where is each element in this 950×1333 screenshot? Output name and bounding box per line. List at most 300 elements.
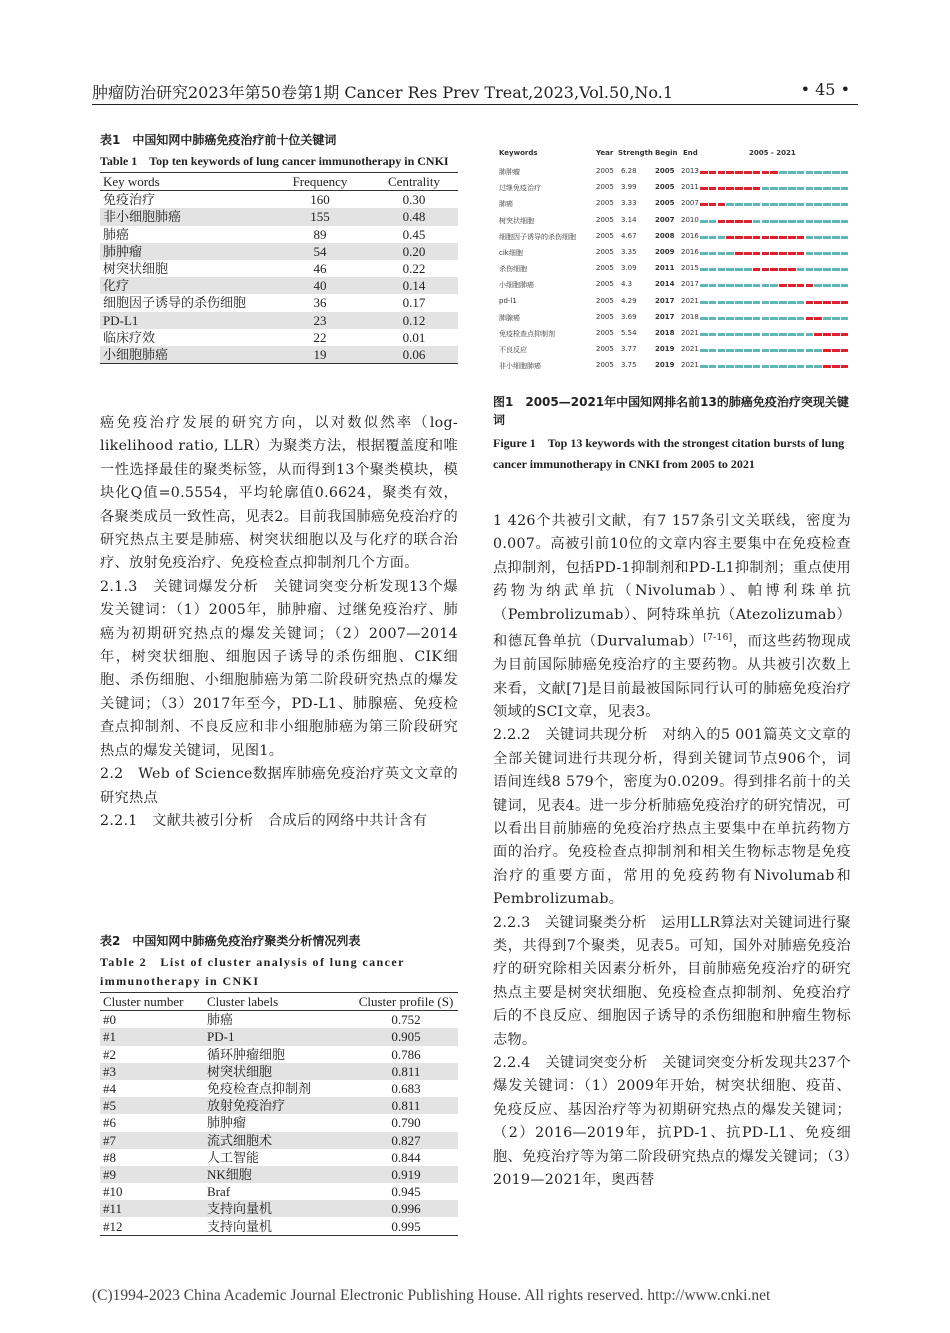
burst-segment — [832, 333, 840, 336]
timeline-segment — [735, 333, 743, 336]
timeline-segment — [762, 301, 770, 304]
table-row — [100, 329, 458, 346]
timeline-segment — [788, 203, 796, 206]
burst-segment — [841, 333, 849, 336]
timeline-segment — [779, 220, 787, 223]
timeline-segment — [806, 236, 814, 239]
timeline-segment — [832, 268, 840, 271]
table-header-row — [100, 993, 458, 1011]
burst-segment — [832, 365, 840, 368]
timeline-segment — [762, 220, 770, 223]
burst-begin: 2018 — [655, 329, 675, 337]
table-cell: 免疫检查点抑制剂 — [207, 1081, 312, 1097]
timeline-segment — [700, 365, 708, 368]
table-cell: 0.20 — [370, 243, 458, 260]
table-header-cell: Key words — [100, 173, 270, 191]
burst-year: 2005 — [596, 215, 614, 224]
timeline-segment — [797, 301, 805, 304]
burst-segment — [744, 252, 752, 255]
table-row — [100, 1080, 458, 1097]
timeline-segment — [726, 317, 734, 320]
burst-strength: 3.14 — [621, 215, 637, 224]
burst-segment — [788, 252, 796, 255]
table-row — [100, 226, 458, 243]
burst-segment — [770, 171, 778, 174]
table-cell: PD-1 — [204, 1028, 354, 1045]
burst-segment — [700, 203, 708, 206]
timeline-segment — [744, 317, 752, 320]
burst-end: 2021 — [681, 345, 699, 354]
burst-keyword: 不良反应 — [499, 346, 527, 355]
timeline-segment — [735, 301, 743, 304]
burst-segment — [788, 268, 796, 271]
timeline-segment — [709, 365, 717, 368]
timeline-segment — [797, 220, 805, 223]
timeline-segment — [770, 203, 778, 206]
table-cell: #8 — [103, 1149, 116, 1165]
timeline-segment — [779, 171, 787, 174]
burst-segment — [753, 268, 761, 271]
burst-year: 2005 — [596, 312, 614, 321]
figure1-column-header: 2005 - 2021 — [749, 149, 796, 157]
burst-keyword: 杀伤细胞 — [499, 265, 527, 274]
table-row — [100, 1149, 458, 1166]
burst-segment — [744, 187, 752, 190]
timeline-segment — [797, 317, 805, 320]
figure1-caption-cn: 图1 2005—2021年中国知网排名前13的肺癌免疫治疗突现关键词 — [493, 395, 849, 427]
burst-begin: 2005 — [655, 183, 675, 192]
timeline-segment — [735, 365, 743, 368]
timeline-segment — [788, 220, 796, 223]
timeline-segment — [744, 203, 752, 206]
table-cell: 160 — [310, 192, 330, 208]
timeline-segment — [841, 317, 849, 320]
burst-segment — [797, 284, 805, 287]
table-cell: 0.790 — [391, 1115, 421, 1131]
burst-segment — [718, 171, 726, 174]
timeline-segment — [841, 252, 849, 255]
burst-end: 2017 — [681, 280, 699, 289]
timeline-segment — [700, 333, 708, 336]
burst-segment — [709, 203, 717, 206]
timeline-segment — [841, 187, 849, 190]
table-cell: 0.01 — [402, 329, 426, 345]
timeline-segment — [806, 333, 814, 336]
table-cell: 放射免疫治疗 — [204, 1097, 354, 1114]
timeline-segment — [814, 284, 822, 287]
table-cell: 0.30 — [402, 192, 426, 208]
table-cell: 非小细胞肺癌 — [100, 208, 270, 225]
burst-year: 2005 — [596, 231, 614, 240]
table-cell: 树突状细胞 — [204, 1063, 354, 1080]
figure1-row — [493, 244, 851, 260]
timeline-segment — [841, 284, 849, 287]
timeline-segment — [779, 333, 787, 336]
timeline-segment — [779, 365, 787, 368]
timeline-segment — [806, 203, 814, 206]
figure1-column-header: Begin — [655, 149, 678, 157]
timeline-segment — [814, 349, 822, 352]
table-cell: Braf — [207, 1184, 231, 1200]
timeline-segment — [718, 333, 726, 336]
burst-end: 2021 — [681, 361, 699, 370]
burst-strength: 3.09 — [621, 264, 637, 273]
timeline-segment — [700, 317, 708, 320]
figure1-row — [493, 293, 851, 309]
timeline-segment — [718, 252, 726, 255]
table-cell: #3 — [100, 1063, 204, 1080]
figure1-caption-en: Figure 1 Top 13 keywords with the strongest citation bursts of lung cancer immunotherapy in CNKI from 2005 to 2021 — [493, 436, 845, 471]
table-row — [100, 208, 458, 225]
timeline-segment — [797, 268, 805, 271]
burst-keyword: 树突状细胞 — [499, 216, 534, 225]
table-cell: #11 — [100, 1200, 204, 1217]
timeline-segment — [797, 349, 805, 352]
burst-year: 2005 — [596, 248, 614, 256]
table-cell: #4 — [103, 1081, 116, 1097]
section-2-2-2: 2.2.2 关键词共现分析 对纳入的5 001篇英文文章的全部关键词进行共现分析，得到关键词节点906个，词语间连线8 579个，密度为0.0209。得到排名前十的关键词，见表4。进一步分析肺癌免疫治疗的研究情况，可以看出目前肺癌的免疫治疗热点主要集中在单抗药物方面的治疗。免疫检查点抑制剂和相关生物标志物是免疫治疗的重要方面，常用的免疫药物有Nivolumab和Pembrolizumab。 — [493, 727, 851, 908]
table-cell: 155 — [270, 208, 370, 225]
timeline-segment — [770, 220, 778, 223]
timeline-segment — [841, 236, 849, 239]
timeline-segment — [832, 236, 840, 239]
figure1-column-header: Strength — [618, 149, 653, 157]
timeline-segment — [718, 236, 726, 239]
table-cell: #7 — [100, 1132, 204, 1149]
burst-segment — [735, 171, 743, 174]
table-cell: #0 — [103, 1012, 116, 1028]
right-column-text — [493, 510, 851, 1193]
figure1-row — [493, 179, 851, 195]
timeline-segment — [718, 268, 726, 271]
table-row — [100, 1200, 458, 1217]
table-cell: #1 — [100, 1028, 204, 1045]
timeline-segment — [788, 349, 796, 352]
timeline-segment — [823, 203, 831, 206]
timeline-segment — [806, 171, 814, 174]
table-cell: #2 — [103, 1046, 116, 1062]
timeline-segment — [753, 349, 761, 352]
timeline-segment — [814, 203, 822, 206]
table-row — [100, 1011, 458, 1029]
burst-segment — [823, 301, 831, 304]
timeline-segment — [797, 333, 805, 336]
timeline-segment — [700, 236, 708, 239]
burst-segment — [726, 171, 734, 174]
table-cell: 40 — [270, 277, 370, 294]
timeline-segment — [832, 187, 840, 190]
timeline-segment — [806, 220, 814, 223]
timeline-segment — [779, 349, 787, 352]
table2-block — [100, 932, 458, 1236]
table-cell: 0.12 — [370, 312, 458, 329]
figure1-row — [493, 309, 851, 325]
table-cell: 肺癌 — [207, 1012, 234, 1028]
burst-segment — [744, 171, 752, 174]
timeline-segment — [700, 349, 708, 352]
timeline-segment — [753, 365, 761, 368]
table-cell: 0.811 — [354, 1063, 458, 1080]
timeline-segment — [814, 220, 822, 223]
burst-segment — [753, 236, 761, 239]
burst-segment — [762, 268, 770, 271]
burst-end: 2018 — [681, 312, 699, 321]
timeline-segment — [823, 284, 831, 287]
table-cell: 0.844 — [391, 1149, 421, 1165]
burst-strength: 3.75 — [621, 361, 637, 370]
burst-keyword: 非小细胞肺癌 — [499, 362, 541, 371]
table-header-cell: Cluster labels — [204, 993, 354, 1011]
timeline-segment — [762, 284, 770, 287]
burst-segment — [726, 220, 734, 223]
burst-segment — [814, 301, 822, 304]
figure1-row — [493, 276, 851, 292]
timeline-segment — [709, 268, 717, 271]
table-cell: 0.45 — [402, 226, 426, 242]
timeline-segment — [770, 301, 778, 304]
figure1-column-header: Keywords — [499, 149, 538, 157]
timeline-segment — [823, 317, 831, 320]
section-2-2-4: 2.2.4 关键词突变分析 关键词突变分析发现共237个爆发关键词：（1）2009年开始，树突状细胞、疫苗、免疫反应、基因治疗等为初期研究热点的爆发关键词；（2）2016—2019年，抗PD-1、抗PD-L1、免疫细胞、免疫治疗等为第二阶段研究热点的爆发关键词；（3）2019—2021年，奥西替 — [493, 1055, 851, 1189]
timeline-segment — [841, 203, 849, 206]
table-cell: 循环肿瘤细胞 — [207, 1046, 286, 1062]
burst-begin: 2019 — [655, 345, 675, 354]
burst-begin: 2008 — [655, 231, 675, 240]
section-2-2-1: 2.2.1 文献共被引分析 合成后的网络中共计含有 — [100, 812, 428, 829]
timeline-segment — [735, 268, 743, 271]
figure1-row — [493, 325, 851, 341]
burst-strength: 3.99 — [621, 183, 637, 192]
table-header-cell: Frequency — [270, 173, 370, 191]
table-cell: 流式细胞术 — [204, 1132, 354, 1149]
timeline-segment — [770, 349, 778, 352]
burst-segment — [814, 317, 822, 320]
burst-segment — [735, 220, 743, 223]
reference-citation: [7-16] — [703, 633, 733, 644]
table2-caption-en: Table 2 List of cluster analysis of lung cancer immunotherapy in CNKI — [100, 955, 405, 988]
figure1-burst-chart — [493, 143, 851, 380]
timeline-segment — [823, 236, 831, 239]
timeline-segment — [709, 252, 717, 255]
table-cell: #10 — [103, 1184, 123, 1200]
timeline-segment — [797, 187, 805, 190]
timeline-segment — [814, 187, 822, 190]
figure1-caption — [493, 393, 851, 475]
burst-begin: 2017 — [655, 296, 675, 305]
burst-segment — [814, 333, 822, 336]
table-cell: 0.683 — [391, 1081, 421, 1097]
table-cell: 0.919 — [354, 1166, 458, 1183]
timeline-segment — [744, 333, 752, 336]
burst-end: 2016 — [681, 231, 699, 240]
burst-keyword: 过继免疫治疗 — [499, 184, 541, 193]
table-cell: #12 — [100, 1217, 204, 1235]
table-cell: 肺癌 — [103, 226, 130, 242]
timeline-segment — [735, 349, 743, 352]
burst-strength: 4.29 — [621, 296, 637, 305]
timeline-segment — [832, 203, 840, 206]
burst-segment — [779, 236, 787, 239]
timeline-segment — [762, 203, 770, 206]
timeline-segment — [718, 317, 726, 320]
burst-segment — [709, 171, 717, 174]
timeline-segment — [770, 333, 778, 336]
timeline-segment — [788, 365, 796, 368]
timeline-segment — [823, 187, 831, 190]
table-row — [100, 312, 458, 329]
burst-segment — [762, 252, 770, 255]
burst-begin: 2011 — [655, 264, 675, 273]
timeline-segment — [779, 317, 787, 320]
table-cell: PD-L1 — [100, 312, 270, 329]
burst-segment — [841, 349, 849, 352]
table-row — [100, 1063, 458, 1080]
table-cell: 0.945 — [391, 1184, 421, 1200]
burst-year: 2005 — [596, 280, 614, 289]
timeline-segment — [709, 220, 717, 223]
timeline-segment — [814, 252, 822, 255]
timeline-segment — [788, 171, 796, 174]
burst-begin: 2017 — [655, 312, 675, 321]
timeline-segment — [744, 349, 752, 352]
burst-segment — [779, 268, 787, 271]
burst-keyword: 肺腺癌 — [499, 313, 520, 322]
burst-keyword: 肺癌 — [499, 200, 513, 209]
burst-keyword: 小细胞肺癌 — [499, 281, 534, 290]
table1-caption-cn: 表1 中国知网中肺癌免疫治疗前十位关键词 — [100, 133, 337, 147]
table-row — [100, 1183, 458, 1200]
burst-segment — [797, 236, 805, 239]
figure1-row — [493, 341, 851, 357]
table-cell: 0.827 — [354, 1132, 458, 1149]
timeline-segment — [726, 301, 734, 304]
burst-segment — [841, 301, 849, 304]
burst-segment — [770, 268, 778, 271]
burst-segment — [744, 236, 752, 239]
table-row — [100, 1046, 458, 1063]
timeline-segment — [788, 317, 796, 320]
table-row — [100, 294, 458, 311]
table-row — [100, 1217, 458, 1235]
burst-strength: 3.69 — [621, 312, 637, 321]
burst-year: 2005 — [596, 329, 614, 337]
burst-keyword: pd-l1 — [499, 296, 517, 305]
burst-year: 2005 — [596, 345, 614, 354]
section-2-1-3: 2.1.3 关键词爆发分析 关键词突变分析发现13个爆发关键词：（1）2005年，肺肿瘤、过继免疫治疗、肺癌为初期研究热点的爆发关键词；（2）2007—2014年，树突状细胞、细胞因子诱导的杀伤细胞、CIK细胞、杀伤细胞、小细胞肺癌为第二阶段研究热点的爆发关键词；（3）2017年至今，PD-L1、肺腺癌、免疫检查点抑制剂、不良反应和非小细胞肺癌为第三阶段研究热点的爆发关键词，见图1。 — [100, 578, 458, 759]
timeline-segment — [744, 284, 752, 287]
burst-strength: 4.67 — [621, 231, 637, 240]
table-row — [100, 1028, 458, 1045]
timeline-segment — [709, 301, 717, 304]
table-row — [100, 1132, 458, 1149]
burst-strength: 3.35 — [621, 248, 637, 256]
burst-keyword: cik细胞 — [499, 249, 523, 257]
timeline-segment — [735, 284, 743, 287]
table-cell: 支持向量机 — [204, 1217, 354, 1235]
table-cell: 0.752 — [391, 1012, 421, 1028]
timeline-segment — [700, 301, 708, 304]
timeline-segment — [718, 301, 726, 304]
timeline-segment — [814, 171, 822, 174]
table-row — [100, 1097, 458, 1114]
burst-end: 2021 — [681, 329, 699, 337]
burst-end: 2010 — [681, 215, 699, 224]
table1-caption-en: Table 1 Top ten keywords of lung cancer immunotherapy in CNKI — [100, 154, 449, 168]
timeline-segment — [753, 301, 761, 304]
timeline-segment — [797, 171, 805, 174]
table1 — [100, 172, 458, 364]
table-row — [100, 346, 458, 364]
figure1-row — [493, 195, 851, 211]
burst-segment — [753, 252, 761, 255]
burst-segment — [841, 365, 849, 368]
timeline-segment — [770, 365, 778, 368]
table-cell: 22 — [313, 329, 327, 345]
burst-segment — [726, 236, 734, 239]
timeline-segment — [718, 349, 726, 352]
table-header-row — [100, 173, 458, 191]
timeline-segment — [823, 220, 831, 223]
timeline-segment — [779, 301, 787, 304]
timeline-segment — [726, 333, 734, 336]
timeline-segment — [806, 349, 814, 352]
table1-block — [100, 131, 458, 364]
figure1-column-header: End — [683, 149, 698, 157]
table-cell: 23 — [270, 312, 370, 329]
table-cell: 0.06 — [370, 346, 458, 364]
table-row — [100, 1166, 458, 1183]
burst-segment — [744, 220, 752, 223]
timeline-segment — [841, 171, 849, 174]
burst-segment — [806, 284, 814, 287]
left-column-text — [100, 412, 458, 833]
burst-segment — [770, 252, 778, 255]
burst-year: 2005 — [596, 183, 614, 192]
timeline-segment — [814, 268, 822, 271]
timeline-segment — [806, 268, 814, 271]
table-cell: 0.995 — [354, 1217, 458, 1235]
figure1-row — [493, 212, 851, 228]
running-header — [92, 80, 858, 105]
table-cell: 细胞因子诱导的杀伤细胞 — [103, 295, 247, 311]
burst-strength: 6.28 — [621, 167, 637, 175]
figure1-row — [493, 357, 851, 373]
timeline-segment — [797, 365, 805, 368]
timeline-segment — [726, 268, 734, 271]
timeline-segment — [788, 187, 796, 190]
timeline-segment — [700, 252, 708, 255]
timeline-segment — [788, 333, 796, 336]
burst-year: 2005 — [596, 361, 614, 370]
timeline-segment — [744, 268, 752, 271]
paragraph — [493, 510, 851, 724]
table-cell: 0.14 — [370, 277, 458, 294]
timeline-segment — [770, 187, 778, 190]
timeline-segment — [832, 171, 840, 174]
timeline-segment — [709, 333, 717, 336]
table-cell: 人工智能 — [207, 1149, 260, 1165]
timeline-segment — [814, 365, 822, 368]
burst-strength: 3.33 — [621, 199, 637, 208]
burst-segment — [788, 236, 796, 239]
burst-segment — [762, 236, 770, 239]
burst-begin: 2005 — [655, 199, 675, 208]
timeline-segment — [814, 236, 822, 239]
section-2-2-heading: 2.2 Web of Science数据库肺癌免疫治疗英文文章的研究热点 — [100, 766, 458, 806]
timeline-segment — [762, 365, 770, 368]
burst-keyword: 肺肿瘤 — [499, 168, 520, 176]
timeline-segment — [718, 365, 726, 368]
